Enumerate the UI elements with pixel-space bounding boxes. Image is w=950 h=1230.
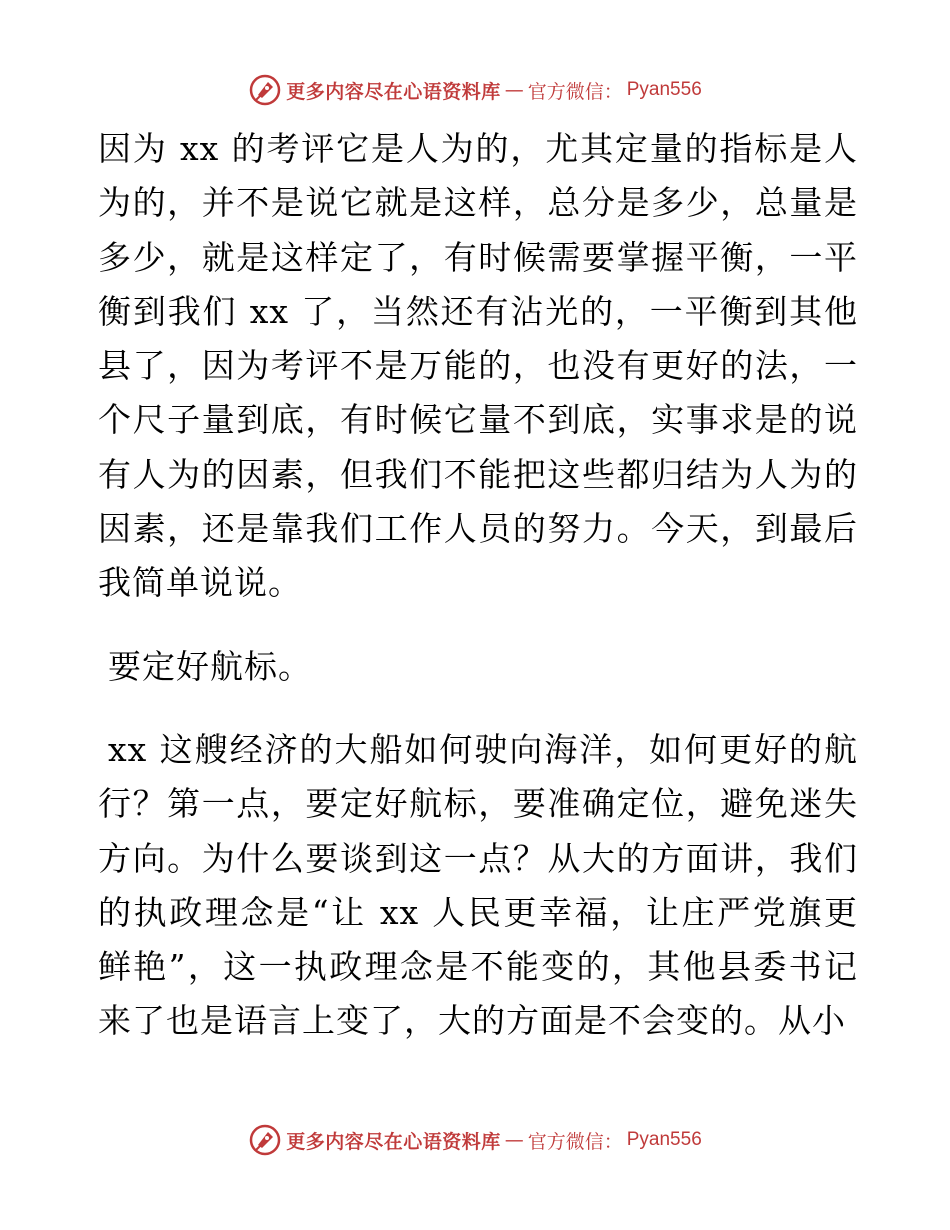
pen-nib-logo-icon xyxy=(248,1123,282,1157)
watermark-wechat-label: 官方微信： xyxy=(527,80,623,103)
watermark-brand-text: 更多内容尽在心语资料库 xyxy=(286,80,501,103)
watermark-wechat-id: Pyan556 xyxy=(626,79,702,100)
watermark-wechat-label: 官方微信： xyxy=(527,1130,623,1153)
body-paragraph-2: 要定好航标。 xyxy=(108,646,312,686)
watermark-dash: — xyxy=(504,1129,524,1151)
body-paragraph-1: 因为 xx 的考评它是人为的，尤其定量的指标是人为的，并不是说它就是这样，总分是多少，总量是多少，就是这样定了，有时候需要掌握平衡，一平衡到我们 xx 了，当然还有沾光的，一平衡到其他县了，因为考评不是万能的，也没有更好的法，一个尺子量到底，有时候它量不到底，实事求是的说有人为的因素，但我们不能把这些都归结为人为的因素，还是靠我们工作人员的努力。今天，到最后我简单说说。 xyxy=(98,129,858,603)
pen-nib-logo-icon xyxy=(248,73,282,107)
document-body xyxy=(98,122,858,1049)
watermark-wechat-id: Pyan556 xyxy=(626,1129,702,1150)
footer-watermark xyxy=(0,1120,950,1160)
body-paragraph-3: xx 这艘经济的大船如何驶向海洋，如何更好的航行？第一点，要定好航标，要准确定位，避免迷失方向。为什么要谈到这一点？从大的方面讲，我们的执政理念是“让 xx 人民更幸福，让庄严党旗更鲜艳”，这一执政理念是不能变的，其他县委书记来了也是语言上变了，大的方面是不会变的。从小 xyxy=(98,729,858,1041)
header-watermark xyxy=(0,70,950,110)
watermark-brand-text: 更多内容尽在心语资料库 xyxy=(286,1130,501,1153)
watermark-dash: — xyxy=(504,79,524,101)
